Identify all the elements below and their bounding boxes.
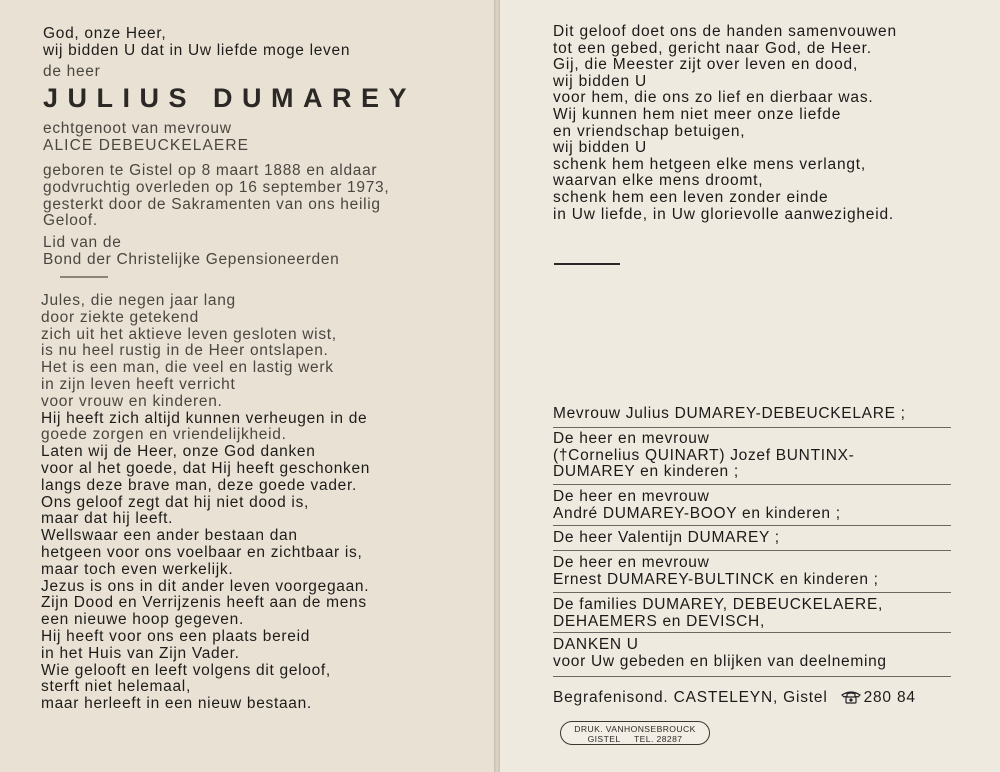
- eulogy-line: Wellswaar een ander bestaan dan: [41, 527, 298, 545]
- prayer-line: schenk hem een leven zonder einde: [553, 188, 829, 206]
- prayer-line: schenk hem hetgeen elke mens verlangt,: [553, 155, 867, 173]
- family-line: De heer en mevrouw: [553, 430, 710, 447]
- eulogy-line: sterft niet helemaal,: [41, 678, 191, 696]
- eulogy-line: Hij heeft voor ons een plaats bereid: [41, 627, 311, 645]
- spouse-line: echtgenoot van mevrouw: [43, 120, 232, 137]
- prayer-line: tot een gebed, gericht naar God, de Heer.: [553, 39, 872, 57]
- eulogy-line: in het Huis van Zijn Vader.: [41, 644, 240, 662]
- spouse-block: [43, 121, 249, 155]
- eulogy-line: goede zorgen en vriendelijkheid.: [41, 426, 287, 444]
- eulogy-line: Het is een man, die veel en lastig werk: [41, 359, 334, 377]
- prayer-line: in Uw liefde, in Uw glorievolle aanwezigheid.: [553, 205, 894, 223]
- separator: [553, 592, 951, 593]
- separator: [553, 632, 951, 633]
- family-line: Ernest DUMAREY-BULTINCK en kinderen ;: [553, 570, 879, 588]
- divider: [60, 276, 108, 278]
- separator: [553, 550, 951, 551]
- separator: [553, 484, 951, 485]
- opening-line: de heer: [43, 62, 101, 80]
- family-line: De heer en mevrouw: [553, 488, 710, 505]
- eulogy-line: maar dat hij leeft.: [41, 510, 174, 528]
- eulogy-line: voor al het goede, dat Hij heeft geschonken: [41, 459, 371, 477]
- printer-line: DRUK. VANHONSEBROUCK: [574, 724, 696, 734]
- bio-line: Geloof.: [43, 212, 98, 230]
- family-entry: [553, 406, 953, 423]
- eulogy-line: maar toch even werkelijk.: [41, 560, 234, 578]
- telephone-icon: [840, 690, 862, 704]
- family-line: DUMAREY en kinderen ;: [553, 463, 739, 481]
- eulogy-line: Hij heeft zich altijd kunnen verheugen in de: [41, 409, 368, 427]
- family-entry: [553, 597, 953, 630]
- left-page: [0, 0, 494, 772]
- eulogy-line: voor vrouw en kinderen.: [41, 392, 223, 410]
- eulogy-line: Wie gelooft en leeft volgens dit geloof,: [41, 661, 331, 679]
- prayer-line: Dit geloof doet ons de handen samenvouwen: [553, 23, 897, 40]
- closing-prayer: [553, 24, 897, 223]
- eulogy-line: Jezus is ons in dit ander leven voorgegaan.: [41, 577, 370, 595]
- family-line: (†Cornelius QUINART) Jozef BUNTINX-: [553, 446, 855, 464]
- opening-line: wij bidden U dat in Uw liefde moge leven: [43, 41, 351, 59]
- eulogy-line: in zijn leven heeft verricht: [41, 375, 236, 393]
- separator: [553, 525, 951, 526]
- membership-line: Lid van de: [43, 234, 122, 251]
- family-line: André DUMAREY-BOOY en kinderen ;: [553, 504, 841, 522]
- eulogy-line: Ons geloof zegt dat hij niet dood is,: [41, 493, 310, 511]
- eulogy-line: een nieuwe hoop gegeven.: [41, 611, 244, 629]
- opening-prayer: [43, 26, 350, 80]
- prayer-line: wij bidden U: [553, 72, 648, 90]
- funeral-director: Begrafenisond. CASTELEYN, Gistel: [553, 689, 828, 706]
- eulogy-line: Jules, die negen jaar lang: [41, 292, 236, 309]
- family-line: De heer en mevrouw: [553, 554, 710, 571]
- bio-line: godvruchtig overleden op 16 september 1973,: [43, 178, 390, 196]
- family-line: De families DUMAREY, DEBEUCKELAERE,: [553, 596, 883, 613]
- family-entry: [553, 555, 953, 588]
- thanks-line: DANKEN U: [553, 636, 639, 653]
- spouse-name: ALICE DEBEUCKELAERE: [43, 136, 250, 154]
- eulogy-text: [41, 293, 370, 713]
- eulogy-line: langs deze brave man, deze goede vader.: [41, 476, 357, 494]
- eulogy-line: is nu heel rustig in de Heer ontslapen.: [41, 342, 329, 360]
- eulogy-line: Laten wij de Heer, onze God danken: [41, 443, 316, 461]
- family-entry: [553, 431, 953, 481]
- family-entry: [553, 489, 953, 522]
- prayer-line: waarvan elke mens droomt,: [553, 172, 764, 190]
- opening-line: God, onze Heer,: [43, 25, 167, 42]
- bio-line: gesterkt door de Sakramenten van ons heilig: [43, 195, 381, 213]
- family-line: Mevrouw Julius DUMAREY-DEBEUCKELARE ;: [553, 405, 906, 422]
- prayer-line: voor hem, die ons zo lief en dierbaar was.: [553, 89, 874, 107]
- printer-line: GISTEL TEL. 28287: [587, 734, 683, 744]
- family-entry: [553, 530, 953, 547]
- eulogy-line: Zijn Dood en Verrijzenis heeft aan de mens: [41, 594, 367, 612]
- membership-block: [43, 235, 339, 269]
- prayer-line: Wij kunnen hem niet meer onze liefde: [553, 105, 842, 123]
- bio-line: geboren te Gistel op 8 maart 1888 en aldaar: [43, 162, 378, 179]
- eulogy-line: hetgeen voor ons voelbaar en zichtbaar is,: [41, 543, 363, 561]
- funeral-phone: 280 84: [863, 689, 916, 706]
- bio-block: [43, 163, 389, 230]
- funeral-director-line: [553, 689, 953, 707]
- prayer-line: wij bidden U: [553, 139, 648, 157]
- divider: [554, 263, 620, 265]
- prayer-line: en vriendschap betuigen,: [553, 122, 746, 140]
- thanks-block: [553, 637, 953, 670]
- membership-line: Bond der Christelijke Gepensioneerden: [43, 250, 340, 268]
- family-line: DEHAEMERS en DEVISCH,: [553, 612, 765, 630]
- eulogy-line: zich uit het aktieve leven gesloten wist,: [41, 325, 337, 343]
- deceased-name: JULIUS DUMAREY: [43, 83, 417, 113]
- separator: [553, 676, 951, 677]
- prayer-line: Gij, die Meester zijt over leven en dood,: [553, 56, 859, 74]
- family-line: De heer Valentijn DUMAREY ;: [553, 529, 780, 546]
- separator: [553, 427, 951, 428]
- eulogy-line: door ziekte getekend: [41, 308, 199, 326]
- printer-stamp: [560, 721, 710, 745]
- eulogy-line: maar herleeft in een nieuw bestaan.: [41, 695, 312, 713]
- thanks-line: voor Uw gebeden en blijken van deelneming: [553, 652, 887, 670]
